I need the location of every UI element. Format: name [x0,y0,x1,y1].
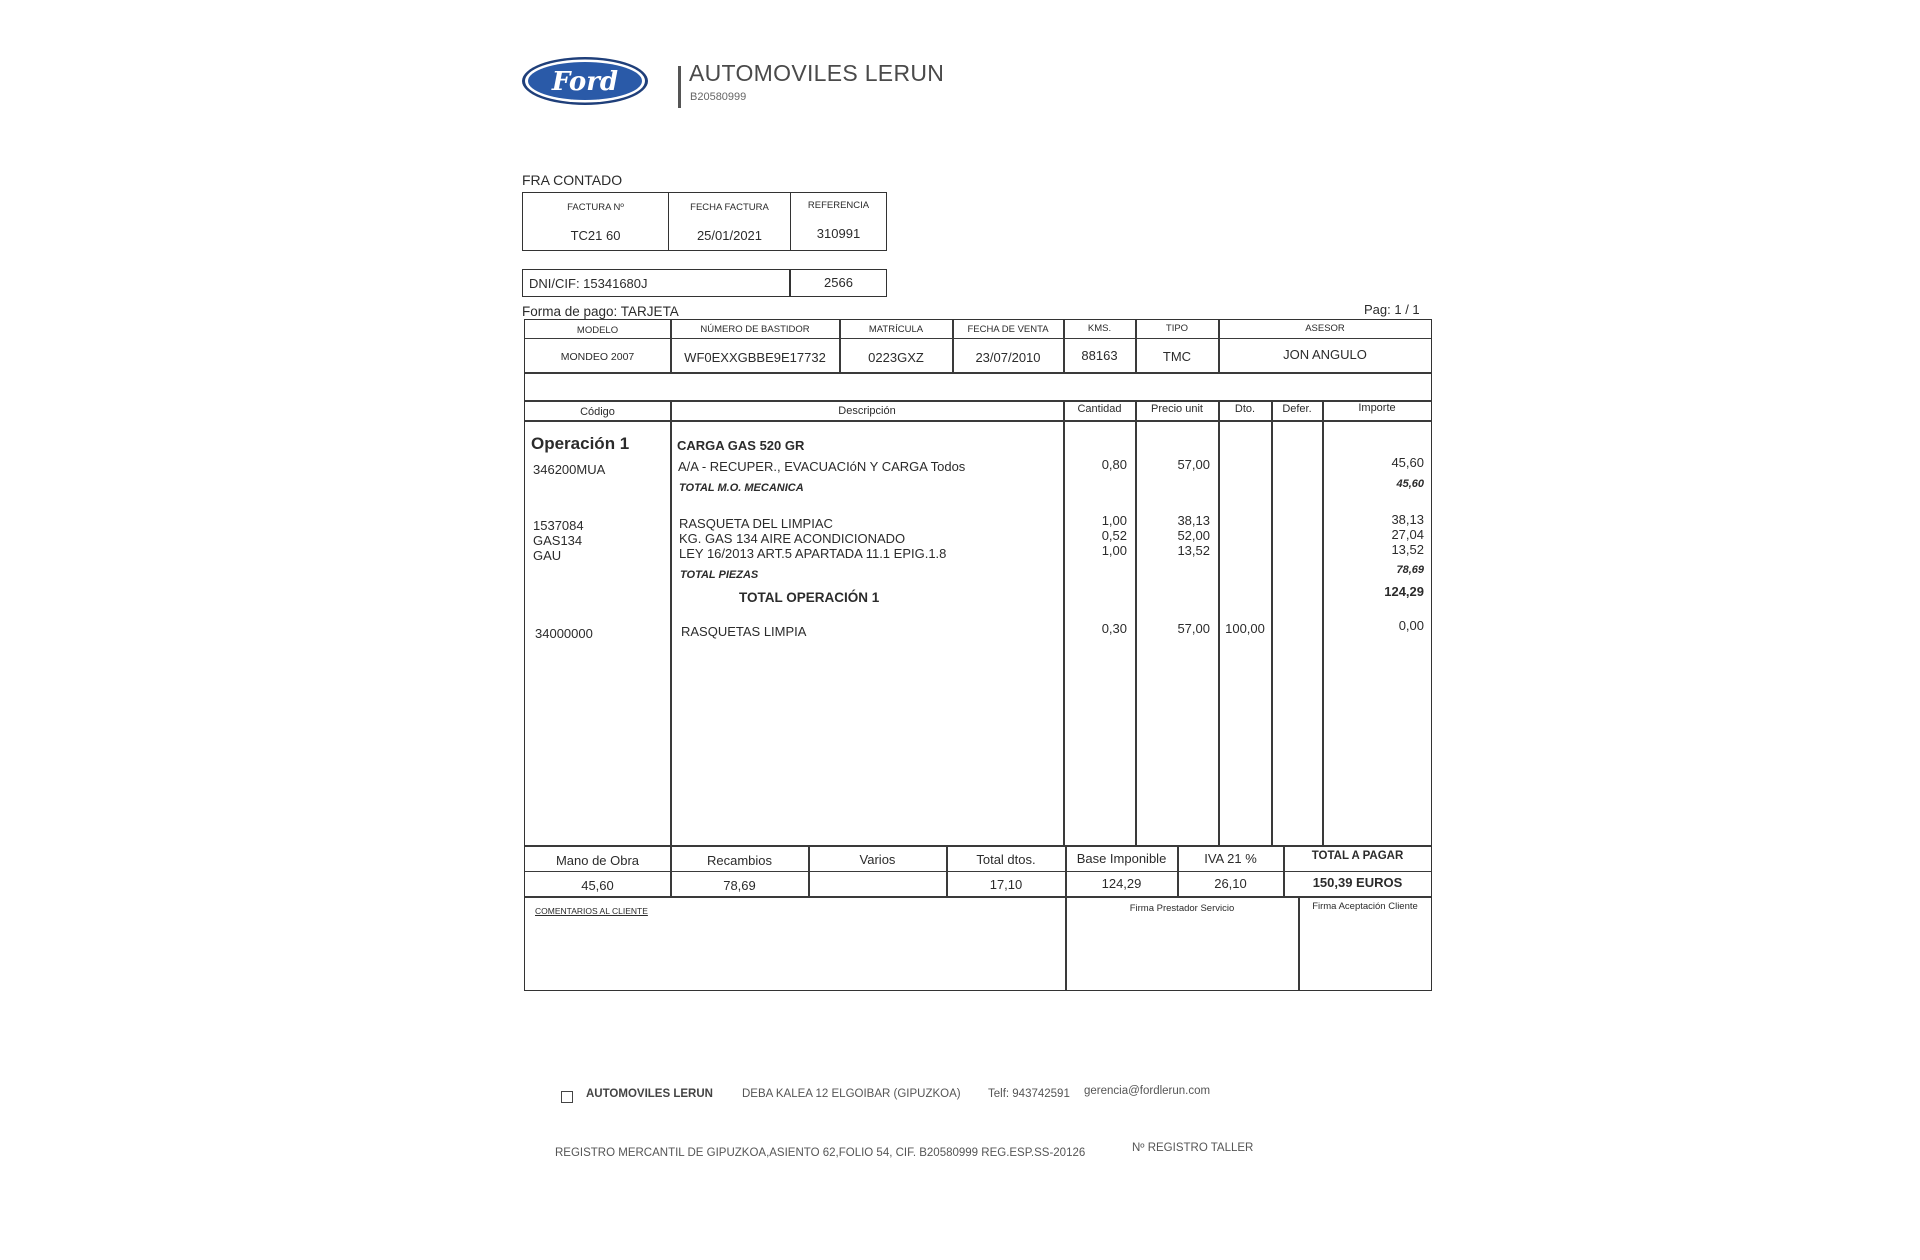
vehicle-type-label: TIPO [1165,323,1189,334]
reference-label: REFERENCIA [807,200,870,211]
vehicle-model: MONDEO 2007 [560,351,635,363]
total-labour: 45,60 [581,878,614,893]
total-parts: 78,69 [723,878,756,893]
line-unit-price: 52,00 [1177,528,1210,543]
col-amount: Importe [1358,402,1396,414]
col-unit-price: Precio unit [1151,403,1203,415]
advisor-label: ASESOR [1305,323,1345,334]
col-code: Código [580,406,615,418]
line-description: LEY 16/2013 ART.5 APARTADA 11.1 EPIG.1.8 [679,546,947,561]
footer-workshop-registry: Nº REGISTRO TALLER [1132,1142,1254,1154]
line-unit-price: 38,13 [1177,513,1210,528]
line-amount: 38,13 [1391,512,1424,527]
subtotal-labour-value: 45,60 [1396,478,1424,490]
line-unit-price: 13,52 [1177,543,1210,558]
comments-label: COMENTARIOS AL CLIENTE [535,906,648,916]
tax-base-label: Base Imponible [1076,851,1167,866]
vehicle-vin: WF0EXXGBBE9E17732 [684,350,826,365]
line-unit-price: 57,00 [1177,621,1210,636]
total-labour-label: Mano de Obra [555,853,640,868]
invoice-table [524,319,1432,991]
line-amount: 45,60 [1391,455,1424,470]
divider [525,896,1431,898]
header-separator [678,66,681,108]
invoice-box [522,192,887,251]
customer-code: 2566 [824,275,853,290]
line-discount: 100,00 [1225,621,1265,636]
ford-logo [520,55,650,107]
vehicle-sale-date: 23/07/2010 [975,350,1041,365]
invoice-date: 25/01/2021 [696,228,763,243]
payment-method: Forma de pago: TARJETA [522,304,679,319]
line-description: A/A - RECUPER., EVACUACIóN Y CARGA Todos [678,459,966,474]
invoice-number-label: FACTURA Nº [567,202,624,213]
line-code: GAS134 [533,533,583,548]
divider [525,845,1431,847]
total-discounts: 17,10 [989,877,1023,892]
vehicle-kms-label: KMS. [1087,323,1112,334]
total-parts-label: Recambios [706,853,773,868]
invoice-date-label: FECHA FACTURA [690,202,769,213]
line-unit-price: 57,00 [1177,457,1210,472]
checkbox-icon [561,1091,573,1103]
line-quantity: 0,52 [1101,528,1127,543]
col-description: Descripción [838,405,896,417]
divider [525,420,1431,422]
line-code: 346200MUA [533,462,606,477]
col-discount: Dto. [1234,403,1256,415]
line-amount: 27,04 [1391,527,1424,542]
operation-title: Operación 1 [531,434,630,453]
line-description: RASQUETA DEL LIMPIAC [679,516,833,531]
company-cif: B20580999 [690,91,747,103]
vehicle-vin-label: NÚMERO DE BASTIDOR [700,324,810,335]
line-amount: 0,00 [1398,618,1424,633]
vehicle-plate-label: MATRÍCULA [868,324,924,335]
vat-amount: 26,10 [1214,876,1247,891]
footer-registry: REGISTRO MERCANTIL DE GIPUZKOA,ASIENTO 62,FOLIO 54, CIF. B20580999 REG.ESP.SS-20126 [555,1147,1086,1159]
line-quantity: 1,00 [1101,543,1127,558]
footer-address: DEBA KALEA 12 ELGOIBAR (GIPUZKOA) [742,1088,961,1100]
customer-dni: DNI/CIF: 15341680J [529,276,648,291]
line-description: KG. GAS 134 AIRE ACONDICIONADO [679,531,906,546]
divider [525,372,1431,374]
col-quantity: Cantidad [1077,403,1122,415]
line-code: 34000000 [535,626,593,641]
divider [525,338,670,339]
divider [670,338,1431,339]
invoice-number: TC21 60 [570,228,621,243]
total-due: 150,39 EUROS [1312,875,1403,890]
line-code: GAU [533,548,562,563]
footer-phone: Telf: 943742591 [988,1088,1070,1100]
subtotal-parts-value: 78,69 [1396,564,1424,576]
footer-company: AUTOMOVILES LERUN [586,1088,713,1100]
line-quantity: 0,80 [1101,457,1127,472]
customer-box [522,269,887,297]
footer-email: gerencia@fordlerun.com [1084,1085,1211,1097]
provider-signature-label: Firma Prestador Servicio [1129,903,1235,914]
line-quantity: 0,30 [1101,621,1127,636]
subtotal-labour-label: TOTAL M.O. MECANICA [679,482,804,494]
vehicle-sale-date-label: FECHA DE VENTA [967,324,1049,335]
line-amount: 13,52 [1391,542,1424,557]
divider [525,400,1431,402]
total-misc-label: Varios [859,852,896,867]
vehicle-model-label: MODELO [576,325,619,336]
document-type: FRA CONTADO [522,172,623,188]
reference: 310991 [816,226,861,241]
divider [670,400,672,845]
vehicle-kms: 88163 [1081,348,1118,363]
operation-subtitle: CARGA GAS 520 GR [677,438,805,453]
tax-base: 124,29 [1101,876,1142,891]
divider [1271,400,1273,845]
client-signature-label: Firma Aceptación Cliente [1312,901,1418,912]
line-quantity: 1,00 [1101,513,1127,528]
company-name: AUTOMOVILES LERUN [689,60,945,86]
line-code: 1537084 [533,518,584,533]
line-description: RASQUETAS LIMPIA [681,624,807,639]
vat-label: IVA 21 % [1204,851,1257,866]
vehicle-type: TMC [1162,349,1192,364]
subtotal-parts-label: TOTAL PIEZAS [680,569,759,581]
operation-total-label: TOTAL OPERACIÓN 1 [739,590,880,605]
total-due-label: TOTAL A PAGAR [1311,850,1404,862]
operation-total-value: 124,29 [1384,584,1424,599]
vehicle-plate: 0223GXZ [868,350,924,365]
col-deferred: Defer. [1282,403,1312,415]
svg-text:Ford: Ford [551,67,619,97]
page-number: Pag: 1 / 1 [1364,302,1420,317]
total-discounts-label: Total dtos. [976,852,1036,867]
divider [525,871,1431,872]
divider [1065,845,1067,990]
advisor: JON ANGULO [1283,347,1367,362]
